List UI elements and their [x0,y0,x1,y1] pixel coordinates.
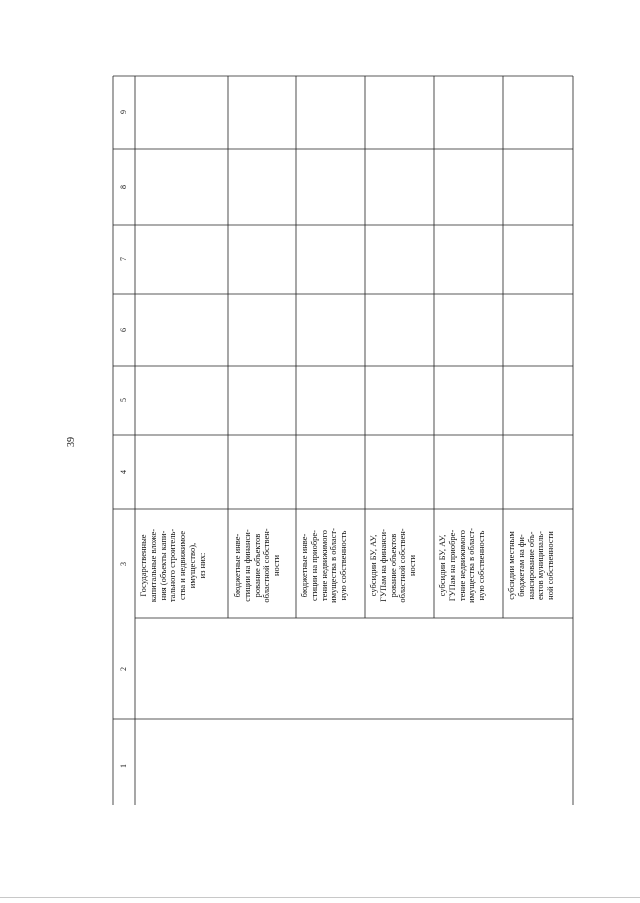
page-bottom-edge [0,897,640,898]
column-number-4: 4 [119,470,128,474]
row-label-capital-investments: Государственные капитальные вложе- ния (объекты капи- тального строитель- ства и недвижимое имущество), из них: [138,528,207,603]
column-number-2: 2 [119,667,128,671]
row-label-subsidy-acquisition: субсидии БУ, АУ, ГУПам на приобре- тение недвижимого имущества в област- ную собственность [437,528,487,603]
row-label-budget-invest-acquisition: бюджетные инве- стиции на приобре- тение недвижимого имущества в област- ную собственность [299,528,349,603]
column-number-8: 8 [119,185,128,189]
data-table [113,76,573,805]
row-label-subsidy-local-budgets: субсидии местным бюджетам на фи- нансирование объ- ектов муниципаль- ной собственности [506,531,556,600]
column-number-5: 5 [119,398,128,402]
column-number-6: 6 [119,328,128,332]
row-label-subsidy-financing: субсидии БУ, АУ, ГУПам на финанси- рование объектов областной собствен- ности [368,528,418,603]
column-number-9: 9 [119,110,128,114]
column-number-1: 1 [119,764,128,768]
page-number: 39 [66,437,77,447]
row-label-budget-invest-financing: бюджетные инве- стиции на финанси- рование объектов областной собствен- ности [232,528,282,603]
column-number-3: 3 [119,562,128,566]
table-grid [113,76,573,805]
column-number-7: 7 [119,257,128,261]
